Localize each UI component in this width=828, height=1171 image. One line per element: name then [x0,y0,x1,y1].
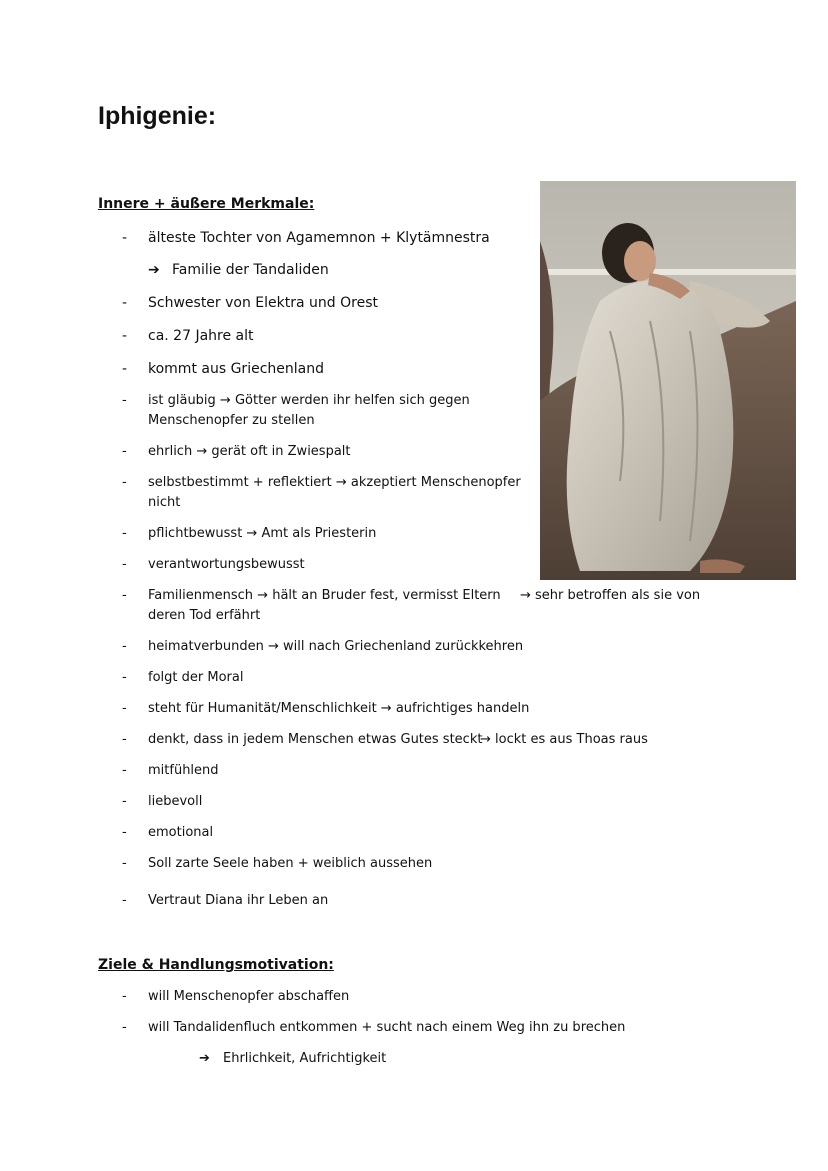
list-dash: - [122,393,127,408]
list-item-text: Familie der Tandaliden [172,262,329,278]
list-item-continuation: Menschenopfer zu stellen [148,413,315,428]
list-item-text: liebevoll [148,794,203,809]
list-dash: - [122,856,127,871]
list-dash: - [122,701,127,716]
list-dash: - [122,295,128,311]
list-dash: - [122,1020,127,1035]
list-item-text: steht für Humanität/Menschlichkeit → aufrichtiges handeln [148,701,530,716]
list-dash: - [122,732,127,747]
list-dash: - [122,825,127,840]
list-dash: - [122,893,127,908]
list-item-side-note: → lockt es aus Thoas raus [480,732,648,747]
list-item-text: will Menschenopfer abschaffen [148,989,350,1004]
section-heading-merkmale: Innere + äußere Merkmale: [98,196,315,212]
list-dash: - [122,361,128,377]
page-title: Iphigenie: [98,102,217,130]
list-item-continuation: nicht [148,495,181,510]
list-dash: - [122,444,127,459]
list-item-text: Vertraut Diana ihr Leben an [148,893,329,908]
list-item-text: heimatverbunden → will nach Griechenland zurückkehren [148,639,524,654]
list-dash: - [122,794,127,809]
list-item-text: folgt der Moral [148,670,244,685]
list-item-text: emotional [148,825,214,840]
list-item-text: pflichtbewusst → Amt als Priesterin [148,526,377,541]
list-dash: - [122,670,127,685]
list-item-text: denkt, dass in jedem Menschen etwas Gutes steckt [148,732,483,747]
iphigenie-painting [540,181,796,580]
list-dash: - [122,557,127,572]
arrow-icon: ➔ [148,262,160,278]
list-dash: - [122,475,127,490]
list-item-text: will Tandalidenfluch entkommen + sucht nach einem Weg ihn zu brechen [148,1020,626,1035]
list-item-text: mitfühlend [148,763,219,778]
list-dash: - [122,588,127,603]
list-dash: - [122,639,127,654]
list-item-text: Ehrlichkeit, Aufrichtigkeit [223,1051,387,1066]
list-item-text: Schwester von Elektra und Orest [148,295,378,311]
list-dash: - [122,230,128,246]
list-item-continuation: deren Tod erfährt [148,608,261,623]
list-item-text: ehrlich → gerät oft in Zwiespalt [148,444,351,459]
list-item-text: ca. 27 Jahre alt [148,328,254,344]
painting-sea [540,269,796,275]
list-dash: - [122,763,127,778]
list-item-text: verantwortungsbewusst [148,557,305,572]
list-item-text: älteste Tochter von Agamemnon + Klytämnestra [148,230,490,246]
list-dash: - [122,989,127,1004]
arrow-item [148,260,329,280]
list-item-text: selbstbestimmt + reflektiert → akzeptiert Menschenopfer [148,475,521,490]
arrow-item [199,1049,386,1069]
list-item-text: Familienmensch → hält an Bruder fest, vermisst Eltern [148,588,501,603]
section-heading-ziele: Ziele & Handlungsmotivation: [98,957,334,973]
list-item-text: ist gläubig → Götter werden ihr helfen sich gegen [148,393,470,408]
list-item-text: Soll zarte Seele haben + weiblich aussehen [148,856,433,871]
arrow-icon: ➔ [199,1051,210,1066]
list-item-side-note: → sehr betroffen als sie von [520,588,701,603]
list-dash: - [122,526,127,541]
list-item-text: kommt aus Griechenland [148,361,324,377]
list-dash: - [122,328,128,344]
